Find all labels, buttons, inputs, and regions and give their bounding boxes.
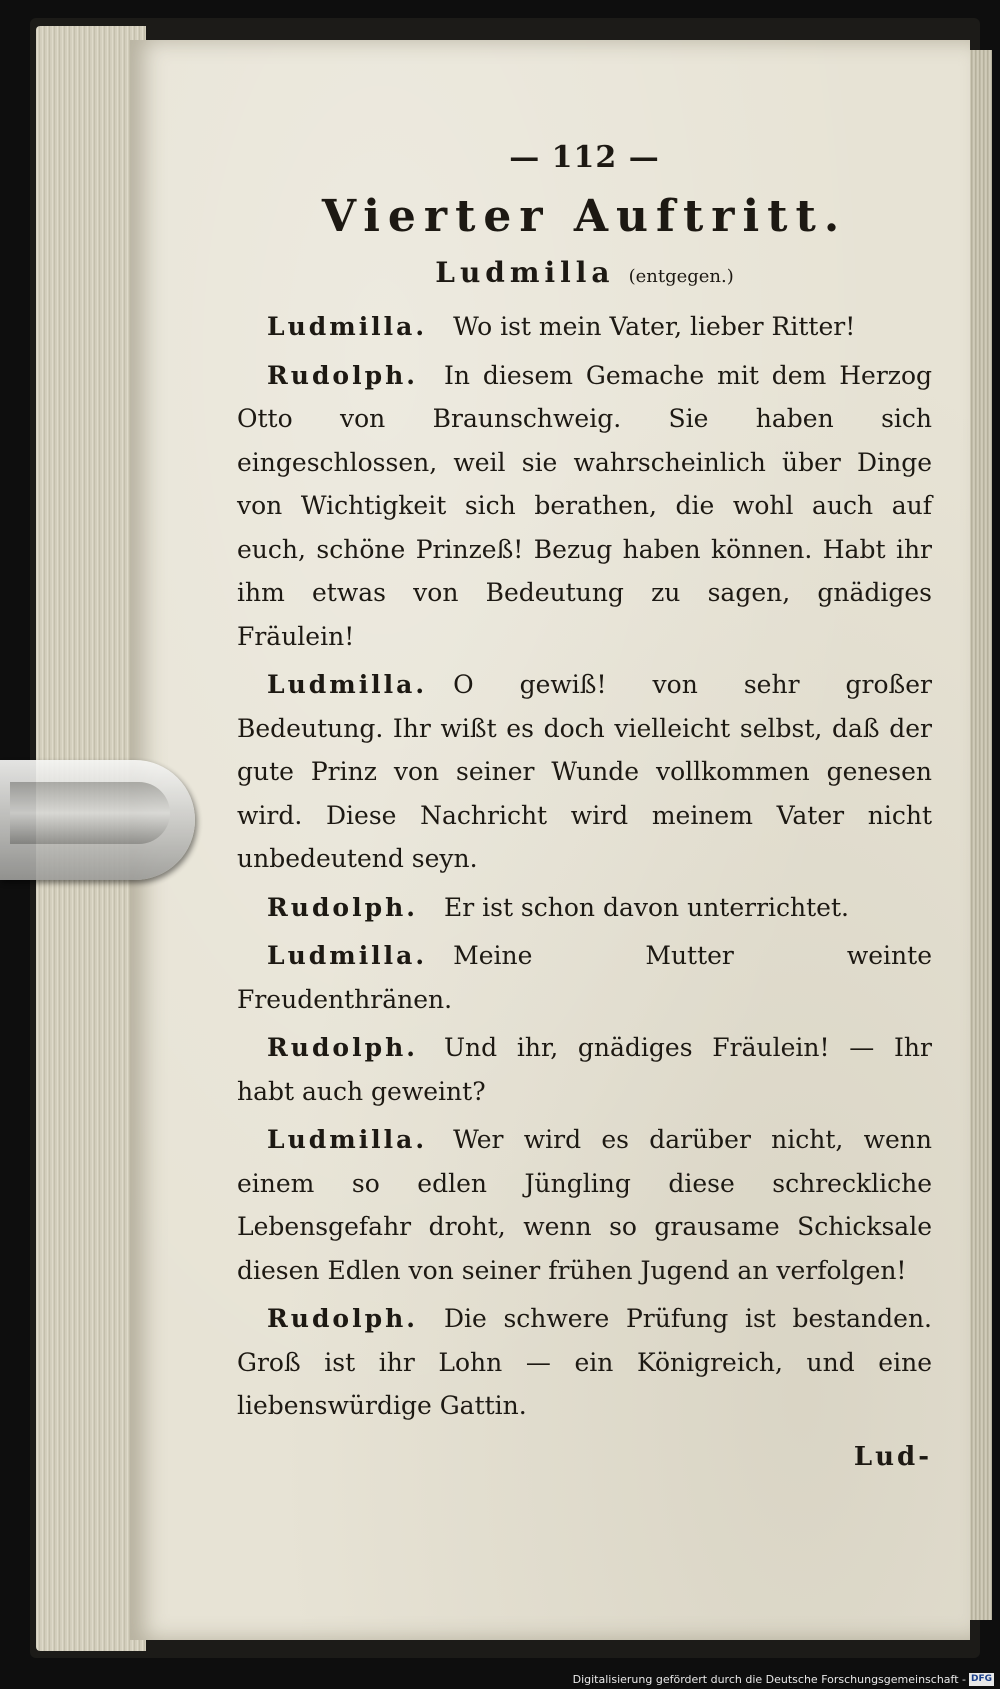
right-page-edge (968, 50, 992, 1620)
speech (237, 1118, 932, 1292)
speaker-name: Rudolph. (267, 1304, 418, 1333)
speech (237, 354, 932, 659)
speaker-name: Rudolph. (267, 892, 418, 922)
speech-text: Wo ist mein Vater, lieber Ritter! (453, 312, 856, 341)
entrance-name: Ludmilla (435, 256, 615, 289)
speech-text: Und ihr, gnädiges Fräulein! — Ihr habt auch geweint? (237, 1033, 932, 1106)
speech-text: Wer wird es darüber nicht, wenn einem so edlen Jüngling diese schreckliche Lebensgefahr droht, wenn so grausame Schicksale diesen Edlen von seiner frühen Jugend an verfolgen! (237, 1125, 932, 1285)
speech (237, 886, 932, 930)
speech-text: O gewiß! von sehr großer Bedeutung. Ihr wißt es doch vielleicht selbst, daß der gute Prinz von seiner Wunde vollkommen genesen wird. Diese Nachricht wird meinem Vater nicht unbedeutend seyn. (237, 670, 932, 873)
scene-entrance (237, 256, 932, 289)
speech-text: Die schwere Prüfung ist bestanden. Groß ist ihr Lohn — ein Königreich, und eine liebenswürdige Gattin. (237, 1304, 932, 1420)
speaker-name: Ludmilla. (267, 941, 428, 970)
page-clip-tab (0, 760, 195, 880)
speech-text: Meine Mutter weinte Freudenthränen. (237, 941, 932, 1014)
speaker-name: Ludmilla. (267, 670, 428, 699)
footer-credit: Digitalisierung gefördert durch die Deutsche Forschungsgemeinschaft - (572, 1673, 966, 1686)
page-text (237, 140, 932, 1472)
speaker-name: Rudolph. (267, 360, 418, 390)
speaker-name: Rudolph. (267, 1033, 418, 1062)
dfg-logo: DFG (970, 1674, 992, 1684)
speech (237, 305, 932, 349)
speech (237, 1297, 932, 1428)
speaker-name: Ludmilla. (267, 1125, 428, 1154)
speech (237, 663, 932, 881)
speech (237, 1026, 932, 1113)
page-number: — 112 — (509, 140, 660, 175)
speech-text: In diesem Gemache mit dem Herzog Otto von Braunschweig. Sie haben sich eingeschlossen, weil sie wahrscheinlich über Dinge von Wichtigkeit sich berathen, die wohl auch auf euch, schöne Prinzeß! Bezug haben können. Habt ihr ihm etwas von Bedeutung zu sagen, gnädiges Fräulein! (237, 360, 932, 651)
scene-title: Vierter Auftritt. (321, 191, 848, 242)
speech-text: Er ist schon davon unterrichtet. (443, 892, 849, 922)
stage-direction: (entgegen.) (628, 266, 734, 287)
speaker-name: Ludmilla. (267, 312, 428, 341)
speech (237, 934, 932, 1021)
catchword: Lud- (853, 1441, 932, 1472)
